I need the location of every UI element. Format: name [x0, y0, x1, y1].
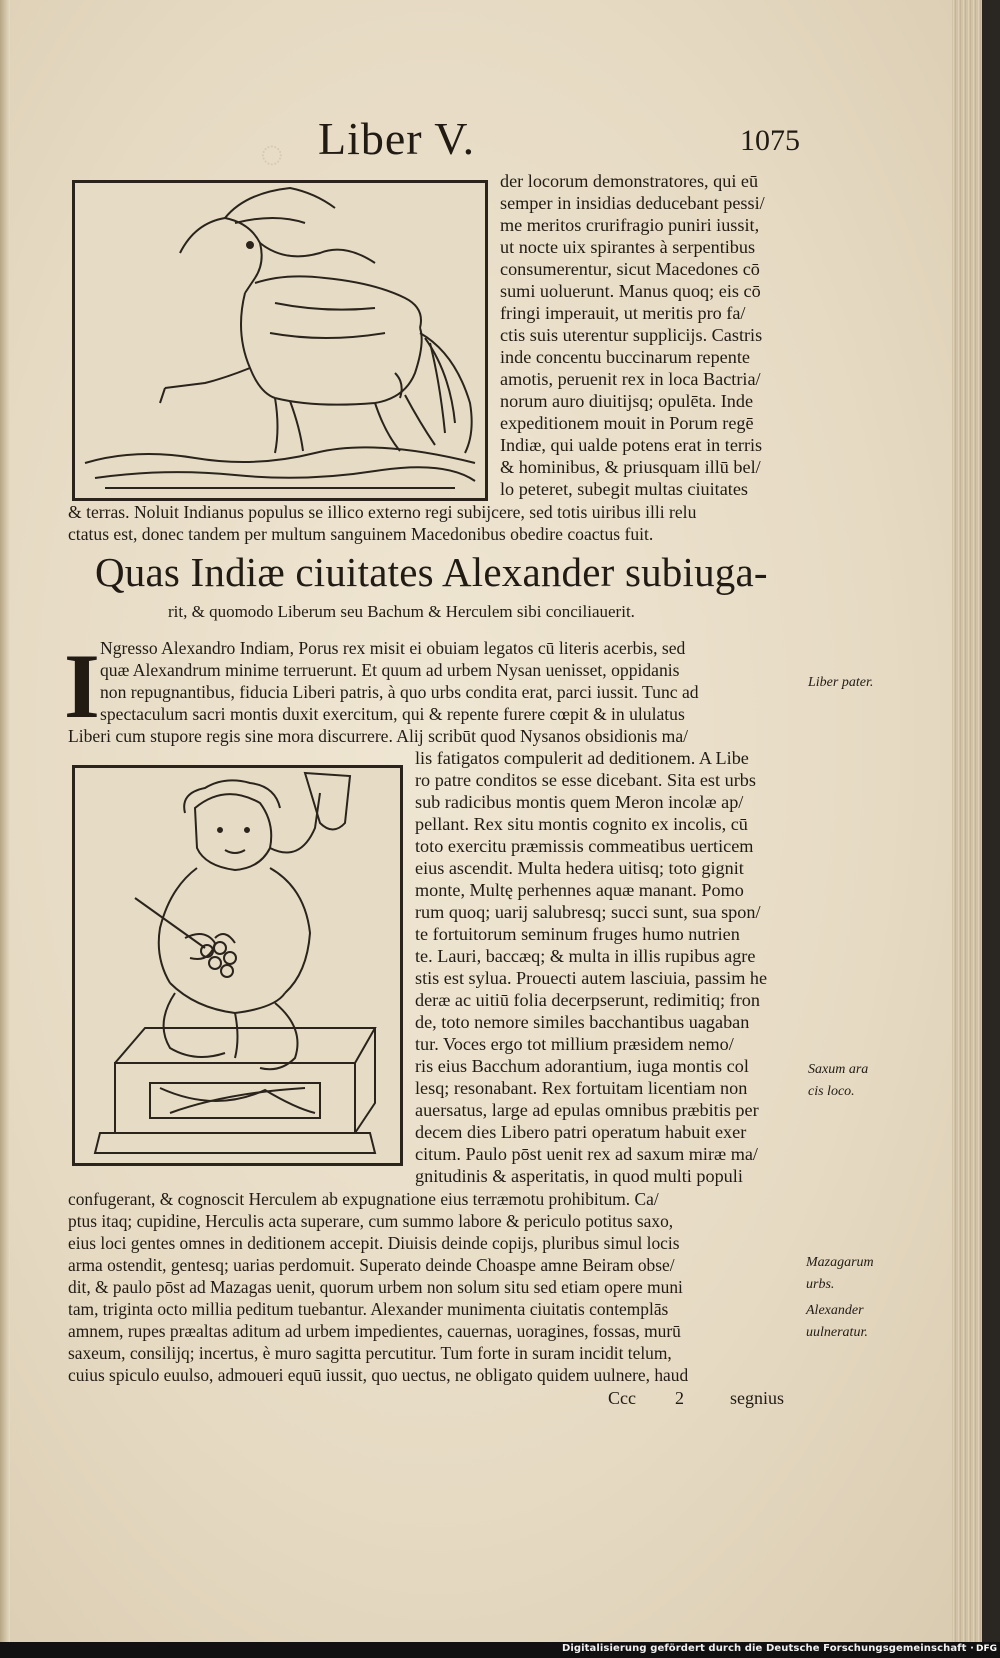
text-line: expeditionem mouit in Porum regē — [500, 413, 754, 433]
show-through-shadow: ◌ — [260, 131, 284, 176]
text-line: consumerentur, sicut Macedones cō — [500, 259, 760, 279]
text-line: gnitudinis & asperitatis, in quod multi populi — [415, 1166, 743, 1186]
text-line: te. Lauri, baccæq; & multa in illis rupibus agre — [415, 946, 756, 966]
margin-note: uulneratur. — [806, 1325, 868, 1340]
text-line: spectaculum sacri montis duxit exercitum, qui & repente furere cœpit & in ululatus — [100, 704, 685, 724]
footer-credit: Digitalisierung gefördert durch die Deutsche Forschungsgemeinschaft · — [561, 1643, 974, 1654]
text-line: eius loci gentes omnes in deditionem accepit. Diuisis deinde copijs, pluribus simul locis — [68, 1233, 680, 1253]
text-line: semper in insidias deducebant pessi/ — [500, 193, 765, 213]
text-line: monte, Multę perhennes aquæ manant. Pomo — [415, 880, 744, 900]
text-line: quæ Alexandrum minime terruerunt. Et quum ad urbem Nysan uenisset, oppidanis — [100, 660, 680, 680]
text-line: tur. Voces ergo tot millium præsidem nemo/ — [415, 1034, 734, 1054]
margin-note: Mazagarum — [806, 1255, 874, 1270]
text-line: ctis suis uterentur supplicijs. Castris — [500, 325, 763, 345]
text-line: der locorum demonstratores, qui eū — [500, 171, 759, 191]
text-line: sumi uoluerunt. Manus quoq; eis cō — [500, 281, 761, 301]
text-line: eius ascendit. Multa hedera uitisq; toto gignit — [415, 858, 744, 878]
text-line: dit, & paulo pōst ad Mazagas uenit, quorum urbem non solum situ sed etiam opere muni — [68, 1277, 683, 1297]
text-line: ro patre conditos se esse dicebant. Sita est urbs — [415, 770, 756, 790]
margin-note: Liber pater. — [808, 675, 874, 690]
page-title: Liber V. — [318, 113, 476, 164]
text-line: lo peteret, subegit multas ciuitates — [500, 479, 748, 499]
text-line: ris eius Bacchum adorantium, iuga montis col — [415, 1056, 749, 1076]
text-line: deræ ac uitiū folia decerpserunt, redimitiq; fron — [415, 990, 760, 1010]
text-line: amotis, peruenit rex in loca Bactria/ — [500, 369, 761, 389]
text-line: me meritos crurifragio puniri iussit, — [500, 215, 760, 235]
text-line: fringi imperauit, ut meritis pro fa/ — [500, 303, 746, 323]
text-line: Ngresso Alexandro Indiam, Porus rex misit ei obuiam legatos cū literis acerbis, sed — [100, 638, 686, 658]
text-line: citum. Paulo pōst uenit rex ad saxum miræ ma/ — [415, 1144, 758, 1164]
text-line: ut nocte uix spirantes à serpentibus — [500, 237, 756, 257]
woodcut-bacchus-illustration — [72, 765, 403, 1166]
margin-note: cis loco. — [808, 1084, 855, 1099]
creature-woodcut-graphic — [75, 183, 485, 498]
text-line: & terras. Noluit Indianus populus se illico externo regi subijcere, sed totis uiribus illi relu — [68, 502, 697, 522]
signature-mark: Ccc — [608, 1388, 636, 1408]
woodcut-creature-illustration — [72, 180, 488, 501]
text-line: lis fatigatos compulerit ad deditionem. A Libe — [415, 748, 749, 768]
text-line: te fortuitorum seminum fruges humo nutrien — [415, 924, 740, 944]
page-gutter — [0, 0, 10, 1642]
chapter-subheading: rit, & quomodo Liberum seu Bachum & Herculem sibi conciliauerit. — [168, 602, 635, 621]
text-line: toto exercitu præmissis commeatibus uerticem — [415, 836, 754, 856]
chapter-heading: Quas Indiæ ciuitates Alexander subiuga- — [95, 549, 768, 595]
text-line: arma ostendit, gentesq; uarias perdomuit. Superato deinde Choaspe amne Beiram obse/ — [68, 1255, 675, 1275]
text-line: cuius spiculo euulso, admoueri equū iussit, quo uectus, ne obligato quidem uulnere, haud — [68, 1365, 689, 1385]
text-line: confugerant, & cognoscit Herculem ab expugnatione eius terræmotu prohibitum. Ca/ — [68, 1189, 659, 1209]
text-line: de, toto nemore similes bacchantibus uagaban — [415, 1012, 750, 1032]
text-line: saxeum, consilijq; incertus, è muro sagitta percutitur. Tum forte in suram incidit telum, — [68, 1343, 672, 1363]
text-line: tam, triginta octo millia peditum tuebantur. Alexander munimenta ciuitatis contemplās — [68, 1299, 669, 1319]
text-line: Indiæ, qui ualde potens erat in terris — [500, 435, 763, 455]
text-line: amnem, rupes præaltas aditum ad urbem impedientes, cauernas, uoragines, fossas, murū — [68, 1321, 681, 1341]
text-line: decem dies Libero patri operatum habuit exer — [415, 1122, 747, 1142]
margin-note: Saxum ara — [808, 1062, 869, 1077]
margin-note: urbs. — [806, 1277, 835, 1292]
page-stack-edge — [952, 0, 982, 1642]
text-line: lesq; resonabant. Rex fortuitam licentiam non — [415, 1078, 748, 1098]
text-line: rum quoq; uarij salubresq; succi sunt, sua spon/ — [415, 902, 761, 922]
text-line: pellant. Rex situ montis cognito ex incolis, cū — [415, 814, 748, 834]
text-line: stis est sylua. Prouecti autem lasciuia, passim he — [415, 968, 768, 988]
page-number: 1075 — [740, 124, 800, 157]
text-line: Liberi cum stupore regis sine mora discurrere. Alij scribūt quod Nysanos obsidionis ma/ — [68, 726, 689, 746]
text-line: auersatus, large ad epulas omnibus præbitis per — [415, 1100, 759, 1120]
signature-number: 2 — [675, 1388, 684, 1408]
text-line: & hominibus, & priusquam illū bel/ — [500, 457, 761, 477]
bacchus-woodcut-graphic — [75, 768, 400, 1163]
text-line: norum auro diuitijsq; opulēta. Inde — [500, 391, 754, 411]
text-line: ctatus est, donec tandem per multum sanguinem Macedonibus obedire coactus fuit. — [68, 524, 654, 544]
catchword: segnius — [730, 1388, 784, 1408]
text-line: sub radicibus montis quem Meron incolæ ap/ — [415, 792, 744, 812]
drop-initial: I — [64, 635, 100, 737]
text-line: inde concentu buccinarum repente — [500, 347, 750, 367]
margin-note: Alexander — [806, 1303, 864, 1318]
text-line: ptus itaq; cupidine, Herculis acta superare, cum summo labore & periculo potitus saxo, — [68, 1211, 674, 1231]
text-line: non repugnantibus, fiducia Liberi patris, à quo urbs condita erat, parci iussit. Tunc ad — [100, 682, 699, 702]
dfg-logo: DFG — [976, 1644, 998, 1654]
